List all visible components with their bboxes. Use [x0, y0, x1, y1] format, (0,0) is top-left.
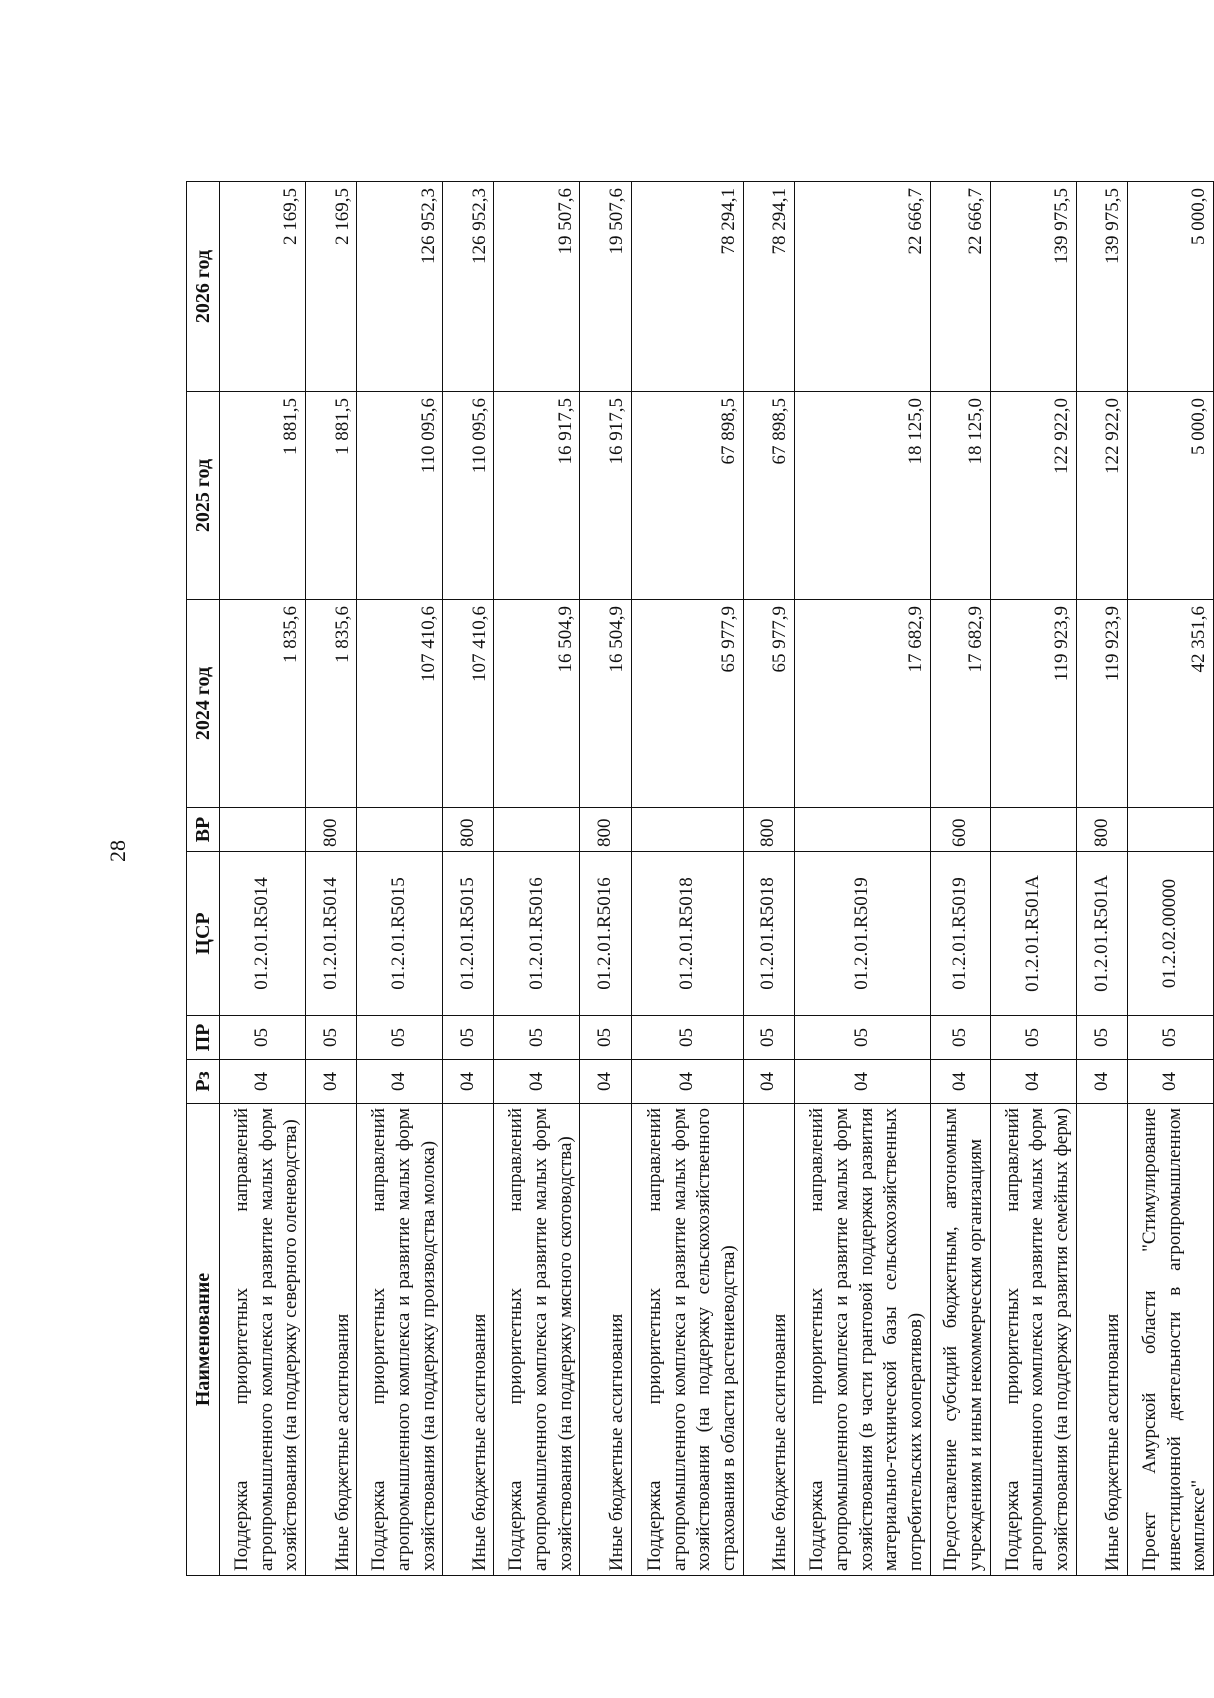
- cell-2024: 16 504,9: [580, 600, 631, 808]
- cell-name: Поддержка приоритетных направлений агропромышленного комплекса и развитие малых форм хозяйствования (на поддержку сельскохозяйственного страхования в области растениеводства): [631, 1104, 743, 1576]
- cell-2024: 1 835,6: [306, 600, 357, 808]
- header-vr: ВР: [187, 808, 220, 852]
- table-row: [1128, 182, 1214, 1576]
- cell-csr: 01.2.02.00000: [1128, 852, 1214, 1016]
- cell-2024: 107 410,6: [443, 600, 494, 808]
- cell-rz: 04: [220, 1060, 306, 1104]
- cell-pr: 05: [220, 1016, 306, 1060]
- cell-pr: 05: [930, 1016, 990, 1060]
- cell-2025: 1 881,5: [306, 392, 357, 600]
- cell-vr: [990, 808, 1076, 852]
- cell-vr: 800: [306, 808, 357, 852]
- cell-vr: [494, 808, 580, 852]
- cell-2026: 22 666,7: [794, 182, 930, 392]
- cell-pr: 05: [494, 1016, 580, 1060]
- cell-2026: 139 975,5: [1076, 182, 1127, 392]
- cell-2025: 122 922,0: [1076, 392, 1127, 600]
- cell-rz: 04: [494, 1060, 580, 1104]
- table-row: [494, 182, 580, 1576]
- cell-2025: 18 125,0: [930, 392, 990, 600]
- cell-rz: 04: [631, 1060, 743, 1104]
- header-name: Наименование: [187, 1104, 220, 1576]
- cell-2026: 78 294,1: [631, 182, 743, 392]
- cell-rz: 04: [357, 1060, 443, 1104]
- cell-rz: 04: [443, 1060, 494, 1104]
- cell-name: Иные бюджетные ассигнования: [743, 1104, 794, 1576]
- table-row: [990, 182, 1076, 1576]
- cell-2025: 16 917,5: [580, 392, 631, 600]
- cell-csr: 01.2.01.R5016: [494, 852, 580, 1016]
- cell-vr: [794, 808, 930, 852]
- header-2025: 2025 год: [187, 392, 220, 600]
- cell-csr: 01.2.01.R5014: [306, 852, 357, 1016]
- cell-rz: 04: [990, 1060, 1076, 1104]
- cell-name: Иные бюджетные ассигнования: [306, 1104, 357, 1576]
- table-row: [306, 182, 357, 1576]
- cell-2025: 67 898,5: [631, 392, 743, 600]
- cell-2024: 42 351,6: [1128, 600, 1214, 808]
- cell-2024: 16 504,9: [494, 600, 580, 808]
- cell-vr: [631, 808, 743, 852]
- cell-pr: 05: [580, 1016, 631, 1060]
- cell-csr: 01.2.01.R501А: [1076, 852, 1127, 1016]
- cell-name: Поддержка приоритетных направлений агропромышленного комплекса и развитие малых форм хозяйствования (в части грантовой поддержки развития материально-технической базы сельскохозяйственных потребительских кооперативов): [794, 1104, 930, 1576]
- cell-2024: 65 977,9: [631, 600, 743, 808]
- cell-name: Поддержка приоритетных направлений агропромышленного комплекса и развитие малых форм хозяйствования (на поддержку северного оленеводства): [220, 1104, 306, 1576]
- cell-2024: 119 923,9: [1076, 600, 1127, 808]
- cell-pr: 05: [743, 1016, 794, 1060]
- table-row: [1076, 182, 1127, 1576]
- cell-pr: 05: [443, 1016, 494, 1060]
- cell-vr: 800: [443, 808, 494, 852]
- header-csr: ЦСР: [187, 852, 220, 1016]
- cell-pr: 05: [631, 1016, 743, 1060]
- cell-pr: 05: [794, 1016, 930, 1060]
- cell-rz: 04: [306, 1060, 357, 1104]
- table-row: [580, 182, 631, 1576]
- table-row: [743, 182, 794, 1576]
- cell-2025: 110 095,6: [357, 392, 443, 600]
- header-2026: 2026 год: [187, 182, 220, 392]
- cell-2024: 119 923,9: [990, 600, 1076, 808]
- cell-2024: 107 410,6: [357, 600, 443, 808]
- cell-2026: 19 507,6: [580, 182, 631, 392]
- table-row: [794, 182, 930, 1576]
- cell-name: Иные бюджетные ассигнования: [1076, 1104, 1127, 1576]
- cell-2025: 18 125,0: [794, 392, 930, 600]
- cell-rz: 04: [794, 1060, 930, 1104]
- cell-2026: 78 294,1: [743, 182, 794, 392]
- cell-2026: 126 952,3: [357, 182, 443, 392]
- cell-vr: [220, 808, 306, 852]
- cell-2025: 122 922,0: [990, 392, 1076, 600]
- cell-2026: 2 169,5: [220, 182, 306, 392]
- cell-name: Поддержка приоритетных направлений агропромышленного комплекса и развитие малых форм хозяйствования (на поддержку производства молока): [357, 1104, 443, 1576]
- cell-rz: 04: [1076, 1060, 1127, 1104]
- page-number: 28: [105, 840, 130, 862]
- cell-rz: 04: [743, 1060, 794, 1104]
- cell-rz: 04: [580, 1060, 631, 1104]
- cell-csr: 01.2.01.R5014: [220, 852, 306, 1016]
- cell-rz: 04: [930, 1060, 990, 1104]
- cell-csr: 01.2.01.R5016: [580, 852, 631, 1016]
- cell-csr: 01.2.01.R5018: [743, 852, 794, 1016]
- cell-vr: 800: [743, 808, 794, 852]
- table-row: [220, 182, 306, 1576]
- cell-pr: 05: [357, 1016, 443, 1060]
- cell-2026: 5 000,0: [1128, 182, 1214, 392]
- cell-2025: 110 095,6: [443, 392, 494, 600]
- cell-vr: [357, 808, 443, 852]
- table-row: [443, 182, 494, 1576]
- cell-2024: 17 682,9: [794, 600, 930, 808]
- cell-2025: 16 917,5: [494, 392, 580, 600]
- cell-2026: 139 975,5: [990, 182, 1076, 392]
- cell-2026: 22 666,7: [930, 182, 990, 392]
- cell-2025: 67 898,5: [743, 392, 794, 600]
- cell-pr: 05: [1076, 1016, 1127, 1060]
- cell-2026: 19 507,6: [494, 182, 580, 392]
- cell-pr: 05: [1128, 1016, 1214, 1060]
- cell-csr: 01.2.01.R5015: [357, 852, 443, 1016]
- cell-csr: 01.2.01.R5018: [631, 852, 743, 1016]
- cell-2025: 5 000,0: [1128, 392, 1214, 600]
- cell-csr: 01.2.01.R5019: [930, 852, 990, 1016]
- header-rz: Рз: [187, 1060, 220, 1104]
- cell-2024: 17 682,9: [930, 600, 990, 808]
- cell-2025: 1 881,5: [220, 392, 306, 600]
- cell-name: Поддержка приоритетных направлений агропромышленного комплекса и развитие малых форм хозяйствования (на поддержку мясного скотоводства): [494, 1104, 580, 1576]
- cell-rz: 04: [1128, 1060, 1214, 1104]
- cell-name: Проект Амурской области "Стимулирование инвестиционной деятельности в агропромышленном комплексе": [1128, 1104, 1214, 1576]
- cell-name: Иные бюджетные ассигнования: [580, 1104, 631, 1576]
- budget-table: [186, 181, 1214, 1576]
- cell-2026: 2 169,5: [306, 182, 357, 392]
- cell-2024: 65 977,9: [743, 600, 794, 808]
- table-row: [930, 182, 990, 1576]
- table-row: [631, 182, 743, 1576]
- cell-name: Предоставление субсидий бюджетным, автономным учреждениям и иным некоммерческим организациям: [930, 1104, 990, 1576]
- cell-vr: 800: [1076, 808, 1127, 852]
- cell-2024: 1 835,6: [220, 600, 306, 808]
- header-2024: 2024 год: [187, 600, 220, 808]
- cell-vr: [1128, 808, 1214, 852]
- cell-csr: 01.2.01.R501А: [990, 852, 1076, 1016]
- table-header-row: [187, 182, 220, 1576]
- budget-table-container: [186, 182, 1214, 1576]
- cell-csr: 01.2.01.R5019: [794, 852, 930, 1016]
- cell-vr: 800: [580, 808, 631, 852]
- header-pr: ПР: [187, 1016, 220, 1060]
- cell-2026: 126 952,3: [443, 182, 494, 392]
- cell-pr: 05: [306, 1016, 357, 1060]
- cell-name: Поддержка приоритетных направлений агропромышленного комплекса и развитие малых форм хозяйствования (на поддержку развития семейных ферм): [990, 1104, 1076, 1576]
- cell-vr: 600: [930, 808, 990, 852]
- cell-pr: 05: [990, 1016, 1076, 1060]
- cell-name: Иные бюджетные ассигнования: [443, 1104, 494, 1576]
- table-row: [357, 182, 443, 1576]
- cell-csr: 01.2.01.R5015: [443, 852, 494, 1016]
